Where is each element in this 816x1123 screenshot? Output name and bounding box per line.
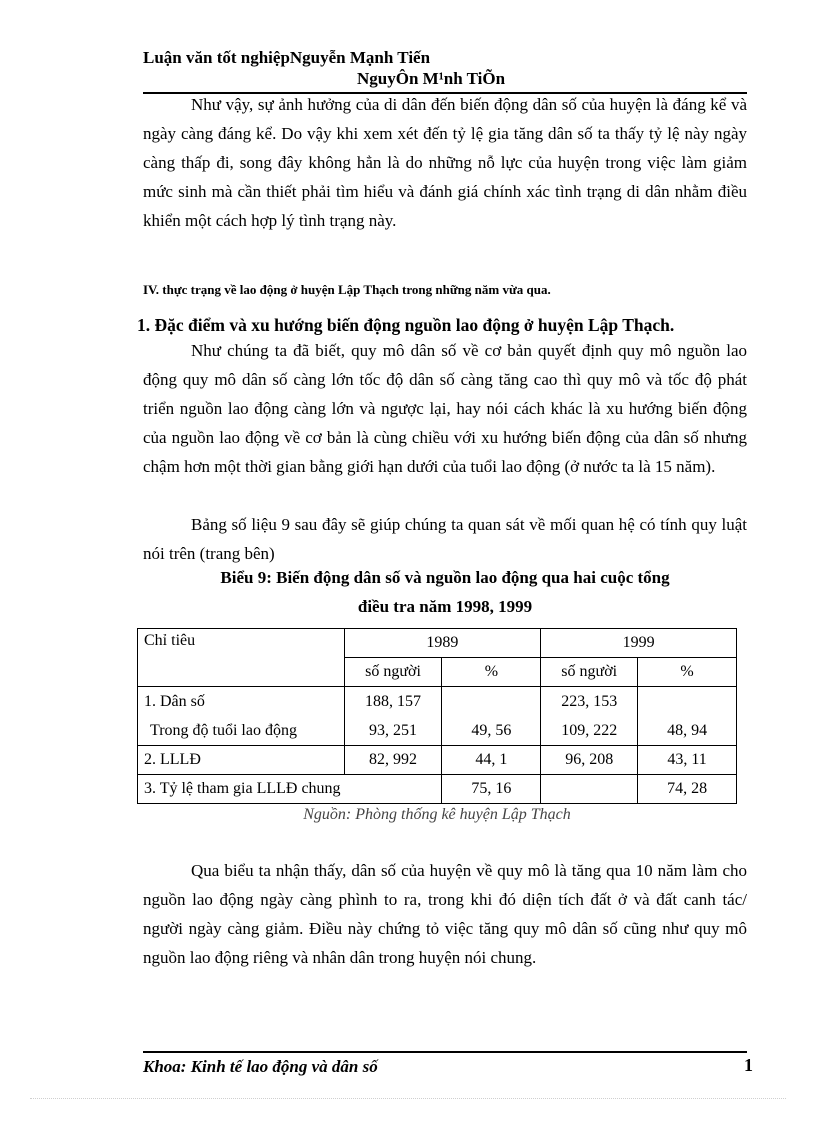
header-author-line: Luận văn tốt nghiệpNguyễn Mạnh Tiến xyxy=(143,48,431,67)
table-row xyxy=(138,687,737,746)
value: 49, 56 xyxy=(471,722,512,739)
cell-population-pct-1999 xyxy=(638,687,737,746)
cell-population-people-1999 xyxy=(541,687,638,746)
label-working-age: Trong độ tuổi lao động xyxy=(150,722,297,739)
header-year-1989: 1989 xyxy=(344,629,541,658)
table-row xyxy=(138,746,737,775)
table-caption: Biểu 9: Biến động dân số và nguồn lao động qua hai cuộc tổng xyxy=(220,568,670,587)
subheader-people-1999: số người xyxy=(541,658,638,687)
value: 48, 94 xyxy=(667,722,708,739)
value: 43, 11 xyxy=(638,746,737,775)
label-population: 1. Dân số xyxy=(144,693,205,710)
paragraph-migration: Như vậy, sự ảnh hưởng của di dân đến biến động dân số của huyện là đáng kể và ngày càng đáng kể. Do vậy khi xem xét đến tỷ lệ gia tăng dân số ta thấy tỷ lệ này ngày càng thấp đi, song đây không hẳn là do những nỗ lực của huyện trong việc làm giảm mức sinh mà cần thiết phải tìm hiểu và đánh giá chính xác tình trạng di dân nhằm điều khiển một cách hợp lý tình trạng này. xyxy=(143,95,747,230)
paragraph-conclusion: Qua biểu ta nhận thấy, dân số của huyện về quy mô là tăng qua 10 năm làm cho nguồn lao động ngày càng phình to ra, trong khi đó diện tích đất ở và đất canh tác/ người ngày càng giảm. Điều này chứng tỏ việc tăng quy mô dân số cũng như quy mô nguồn lao động riêng và nhân dân trong huyện nói chung. xyxy=(143,861,747,967)
value: 82, 992 xyxy=(344,746,442,775)
cell-population-pct-1989 xyxy=(442,687,541,746)
value: 74, 28 xyxy=(638,775,737,804)
population-labor-table xyxy=(137,628,737,804)
header-author-name: NguyÔn M¹nh TiÕn xyxy=(357,69,506,88)
subheader-pct-1989: % xyxy=(442,658,541,687)
value: 188, 157 xyxy=(365,693,422,710)
page-bottom-dotted-rule xyxy=(30,1098,786,1099)
value: 93, 251 xyxy=(369,722,418,739)
subheader-pct-1999: % xyxy=(638,658,737,687)
value: 223, 153 xyxy=(561,693,618,710)
paragraph-labor-scale: Như chúng ta đã biết, quy mô dân số về cơ bản quyết định quy mô nguồn lao động quy mô dân số càng lớn tốc độ dân số càng tăng cao thì quy mô và tốc độ phát triển nguồn lao động càng lớn và ngược lại, hay nói cách khác là xu hướng biến động của nguồn lao động về cơ bản là cùng chiều với xu hướng biến động của dân số nhưng chậm hơn một thời gian bằng giới hạn dưới của tuổi lao động (ở nước ta là 15 năm). xyxy=(143,341,747,476)
heading-labor-trends: 1. Đặc điểm và xu hướng biến động nguồn lao động ở huyện Lập Thạch. xyxy=(137,315,675,335)
row-population-label xyxy=(138,687,345,746)
cell-population-people-1989 xyxy=(344,687,442,746)
value: 44, 1 xyxy=(442,746,541,775)
footer-rule xyxy=(143,1051,747,1053)
subheader-people-1989: số người xyxy=(344,658,442,687)
value: 109, 222 xyxy=(561,722,618,739)
table-row xyxy=(138,775,737,804)
footer-faculty: Khoa: Kinh tế lao động và dân số xyxy=(143,1057,378,1076)
section-iv-title: IV. thực trạng về lao động ở huyện Lập Thạch trong những năm vừa qua. xyxy=(143,282,551,297)
paragraph-table-intro: Bảng số liệu 9 sau đây sẽ giúp chúng ta quan sát về mối quan hệ có tính quy luật nói trên (trang bên) xyxy=(143,515,747,563)
table-source: Nguồn: Phòng thống kê huyện Lập Thạch xyxy=(303,806,571,823)
value: 75, 16 xyxy=(442,775,541,804)
label-participation-rate: 3. Tỷ lệ tham gia LLLĐ chung xyxy=(138,775,442,804)
table-caption-line2: điều tra năm 1998, 1999 xyxy=(357,597,533,616)
header-indicator: Chỉ tiêu xyxy=(138,629,345,687)
header-year-1999: 1999 xyxy=(541,629,737,658)
page-number: 1 xyxy=(744,1055,753,1075)
empty-cell xyxy=(541,775,638,804)
label-labor-force: 2. LLLĐ xyxy=(138,746,345,775)
value: 96, 208 xyxy=(541,746,638,775)
